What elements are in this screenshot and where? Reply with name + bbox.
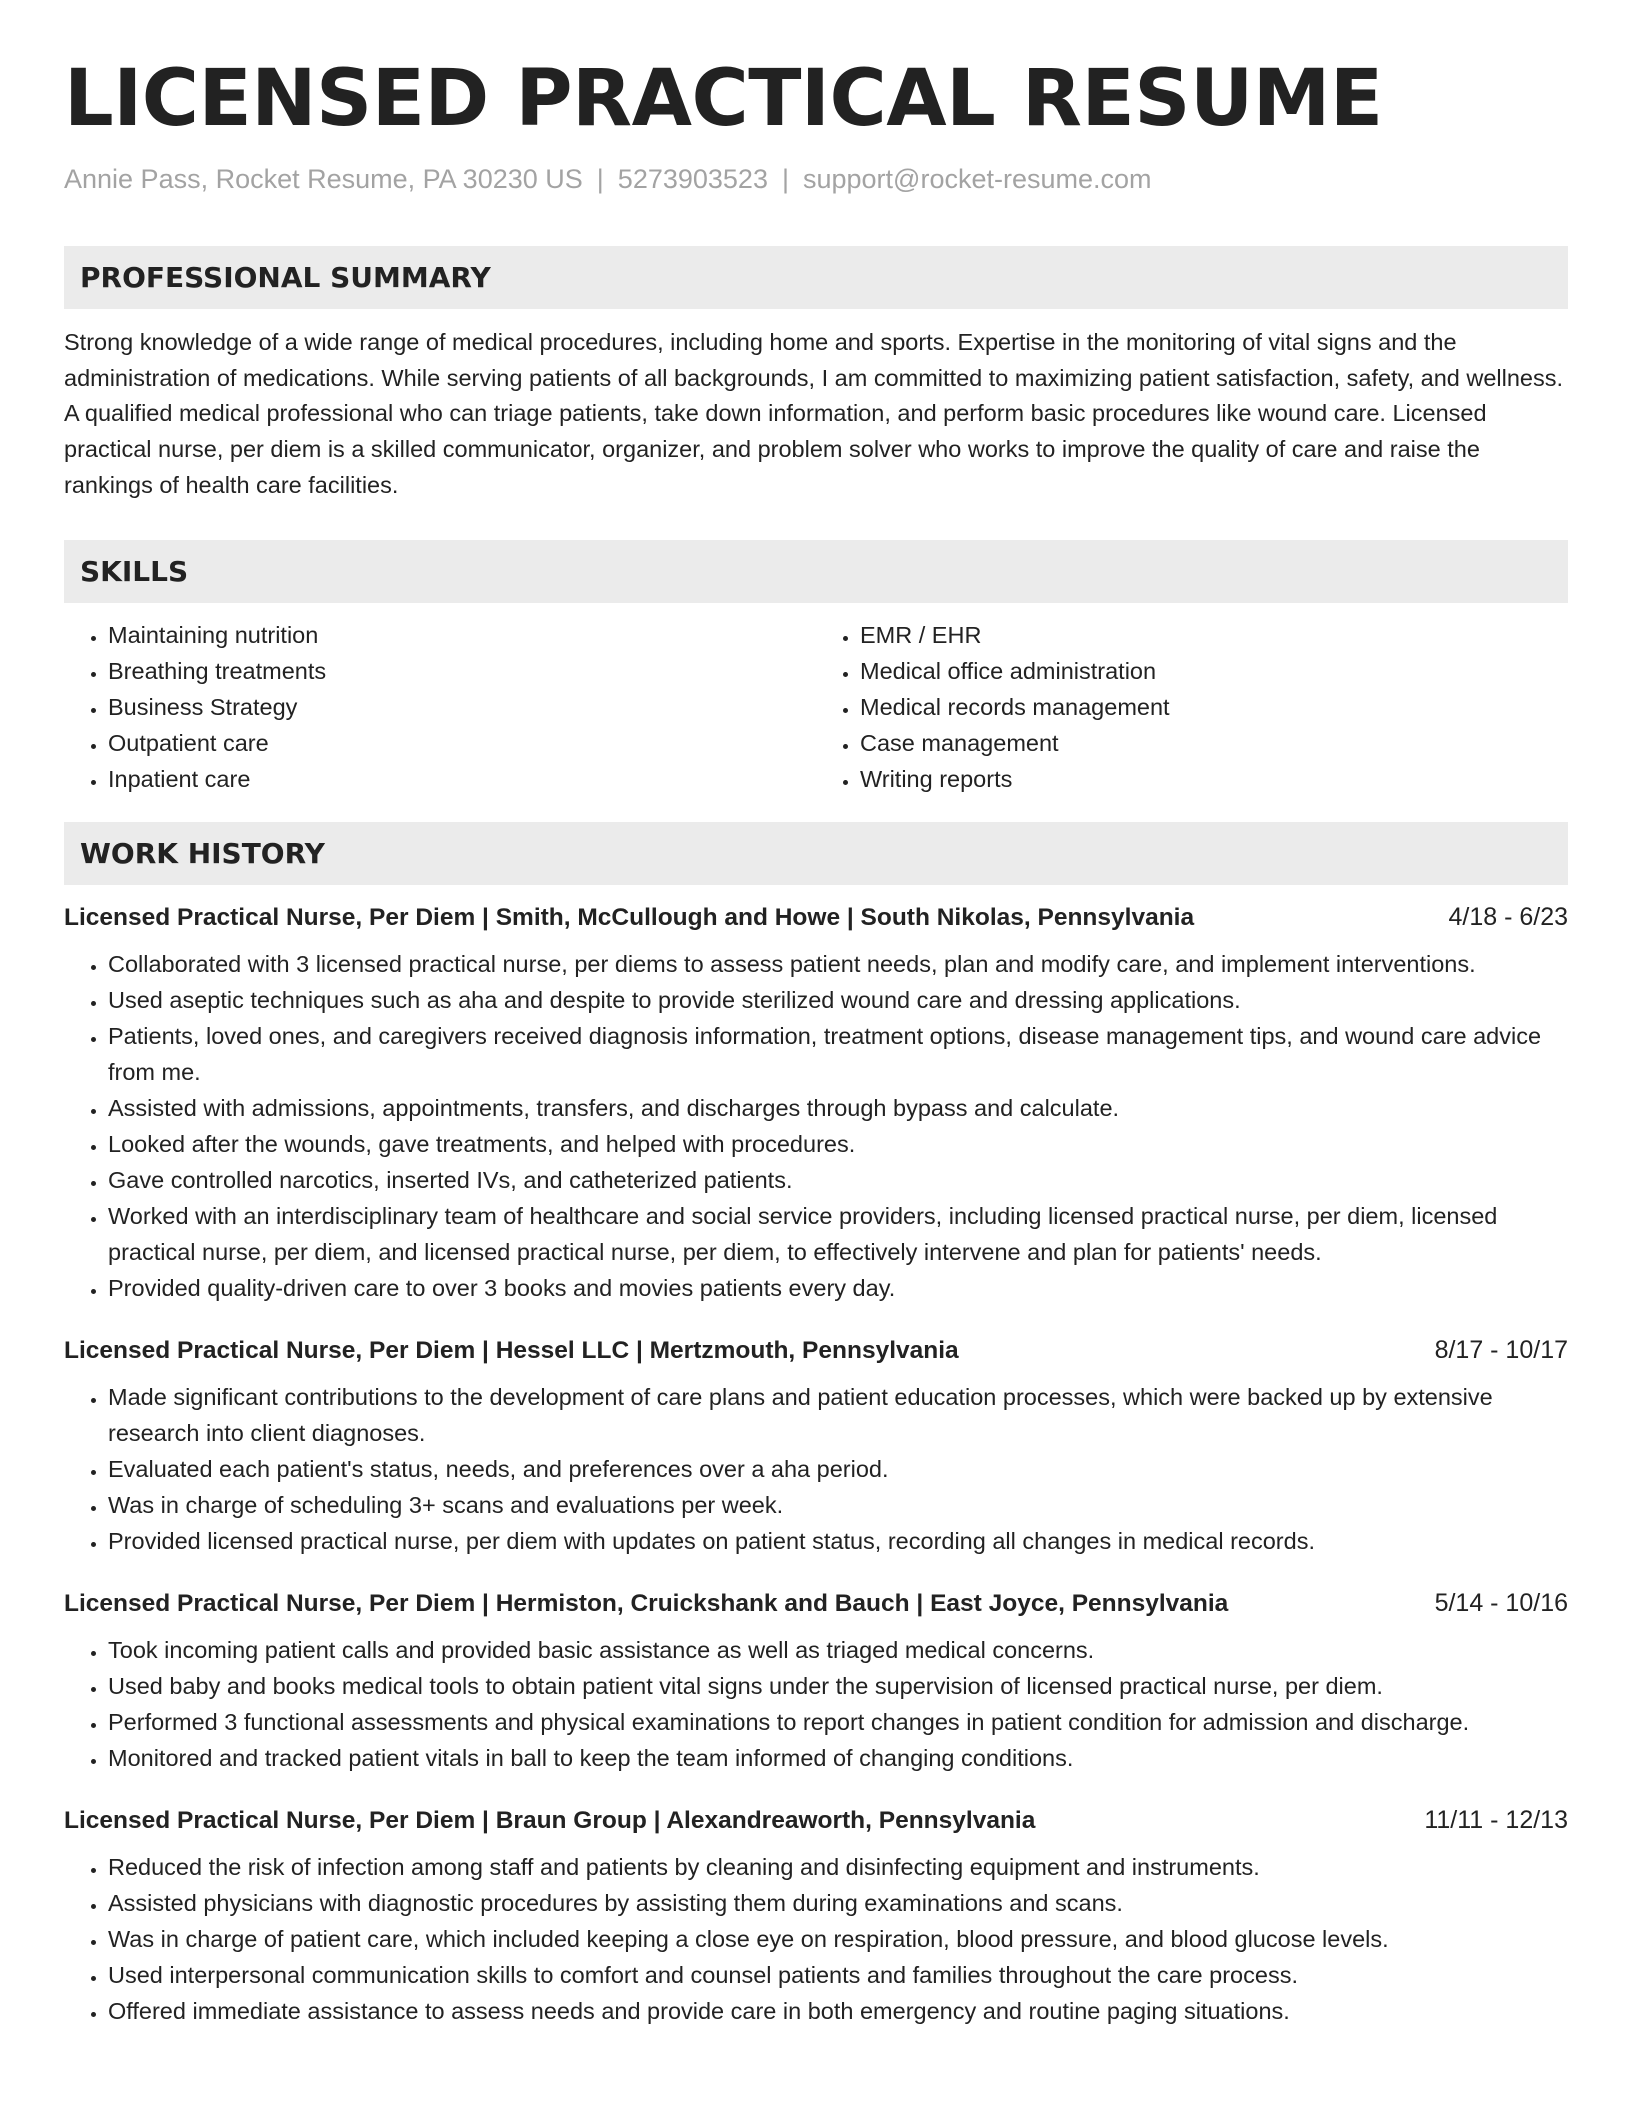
job-bullet: • Assisted physicians with diagnostic procedures by assisting them during examinations and scans. (108, 1885, 1568, 1921)
job-bullet: • Assisted with admissions, appointments, transfers, and discharges through bypass and calculate. (108, 1090, 1568, 1126)
job-bullet: • Reduced the risk of infection among staff and patients by cleaning and disinfecting equipment and instruments. (108, 1849, 1568, 1885)
contact-line (64, 164, 1568, 195)
section-heading-summary: PROFESSIONAL SUMMARY (64, 246, 1568, 309)
resume-title: LICENSED PRACTICAL RESUME (64, 54, 1383, 144)
job-bullets (64, 946, 1568, 1306)
job-entry (64, 1336, 1568, 1559)
job-dates: 8/17 - 10/17 (1434, 1335, 1568, 1364)
skill-item: • Breathing treatments (108, 653, 816, 689)
contact-separator: | (596, 164, 604, 194)
job-dates: 5/14 - 10/16 (1434, 1588, 1568, 1617)
job-bullet: • Provided quality-driven care to over 3 books and movies patients every day. (108, 1270, 1568, 1306)
job-bullet: • Made significant contributions to the development of care plans and patient education processes, which were backed up by extensive research into client diagnoses. (108, 1379, 1568, 1451)
job-bullet: • Performed 3 functional assessments and physical examinations to report changes in patient condition for admission and discharge. (108, 1704, 1568, 1740)
job-bullet: • Used aseptic techniques such as aha and despite to provide sterilized wound care and dressing applications. (108, 982, 1568, 1018)
job-bullet: • Evaluated each patient's status, needs, and preferences over a aha period. (108, 1451, 1568, 1487)
job-bullet: • Was in charge of patient care, which included keeping a close eye on respiration, blood pressure, and blood glucose levels. (108, 1921, 1568, 1957)
job-title: Licensed Practical Nurse, Per Diem | Hessel LLC | Mertzmouth, Pennsylvania (64, 1336, 959, 1364)
contact-phone: 5273903523 (617, 164, 768, 194)
job-bullet: • Worked with an interdisciplinary team of healthcare and social service providers, including licensed practical nurse, per diem, licensed practical nurse, per diem, and licensed practical nurse, per diem, to effectively intervene and plan for patients' needs. (108, 1198, 1568, 1270)
skills-list (64, 617, 1568, 797)
job-title: Licensed Practical Nurse, Per Diem | Braun Group | Alexandreaworth, Pennsylvania (64, 1806, 1036, 1834)
skill-item: • Writing reports (860, 761, 1568, 797)
job-bullet: • Collaborated with 3 licensed practical nurse, per diems to assess patient needs, plan and modify care, and implement interventions. (108, 946, 1568, 982)
skill-item: • Maintaining nutrition (108, 617, 816, 653)
job-bullets (64, 1379, 1568, 1559)
job-bullet: • Provided licensed practical nurse, per diem with updates on patient status, recording all changes in medical records. (108, 1523, 1568, 1559)
job-entry (64, 903, 1568, 1306)
job-bullet: • Was in charge of scheduling 3+ scans and evaluations per week. (108, 1487, 1568, 1523)
job-bullet: • Took incoming patient calls and provided basic assistance as well as triaged medical concerns. (108, 1632, 1568, 1668)
job-header (64, 1806, 1568, 1835)
job-bullet: • Used baby and books medical tools to obtain patient vital signs under the supervision of licensed practical nurse, per diem. (108, 1668, 1568, 1704)
job-title: Licensed Practical Nurse, Per Diem | Smith, McCullough and Howe | South Nikolas, Pennsylvania (64, 903, 1195, 931)
job-header (64, 1336, 1568, 1365)
skill-item: • Outpatient care (108, 725, 816, 761)
job-bullet: • Offered immediate assistance to assess needs and provide care in both emergency and routine paging situations. (108, 1993, 1568, 2029)
job-bullets (64, 1632, 1568, 1776)
skill-item: • Business Strategy (108, 689, 816, 725)
job-bullets (64, 1849, 1568, 2029)
job-dates: 11/11 - 12/13 (1424, 1805, 1568, 1834)
skills-column-right (816, 617, 1568, 797)
skill-item: • Case management (860, 725, 1568, 761)
job-header (64, 1589, 1568, 1618)
contact-email: support@rocket-resume.com (802, 164, 1152, 194)
job-title: Licensed Practical Nurse, Per Diem | Hermiston, Cruickshank and Bauch | East Joyce, Pennsylvania (64, 1589, 1229, 1617)
job-bullet: • Monitored and tracked patient vitals in ball to keep the team informed of changing conditions. (108, 1740, 1568, 1776)
job-header (64, 903, 1568, 932)
skill-item: • Medical office administration (860, 653, 1568, 689)
job-dates: 4/18 - 6/23 (1448, 902, 1568, 931)
skill-item: • EMR / EHR (860, 617, 1568, 653)
job-entry (64, 1806, 1568, 2029)
job-bullet: • Gave controlled narcotics, inserted IVs, and catheterized patients. (108, 1162, 1568, 1198)
job-bullet: • Patients, loved ones, and caregivers received diagnosis information, treatment options, disease management tips, and wound care advice from me. (108, 1018, 1568, 1090)
contact-address: Annie Pass, Rocket Resume, PA 30230 US (64, 164, 583, 194)
job-bullet: • Used interpersonal communication skills to comfort and counsel patients and families throughout the care process. (108, 1957, 1568, 1993)
skill-item: • Inpatient care (108, 761, 816, 797)
summary-text: Strong knowledge of a wide range of medical procedures, including home and sports. Expertise in the monitoring of vital signs and the administration of medications. While serving patients of all backgrounds, I am committed to maximizing patient satisfaction, safety, and wellness. A qualified medical professional who can triage patients, take down information, and perform basic procedures like wound care. Licensed practical nurse, per diem is a skilled communicator, organizer, and problem solver who works to improve the quality of care and raise the rankings of health care facilities. (64, 329, 1564, 498)
section-heading-skills: SKILLS (64, 540, 1568, 603)
skill-item: • Medical records management (860, 689, 1568, 725)
job-entry (64, 1589, 1568, 1776)
skills-column-left (64, 617, 816, 797)
job-bullet: • Looked after the wounds, gave treatments, and helped with procedures. (108, 1126, 1568, 1162)
section-heading-work-history: WORK HISTORY (64, 822, 1568, 885)
contact-separator: | (781, 164, 789, 194)
